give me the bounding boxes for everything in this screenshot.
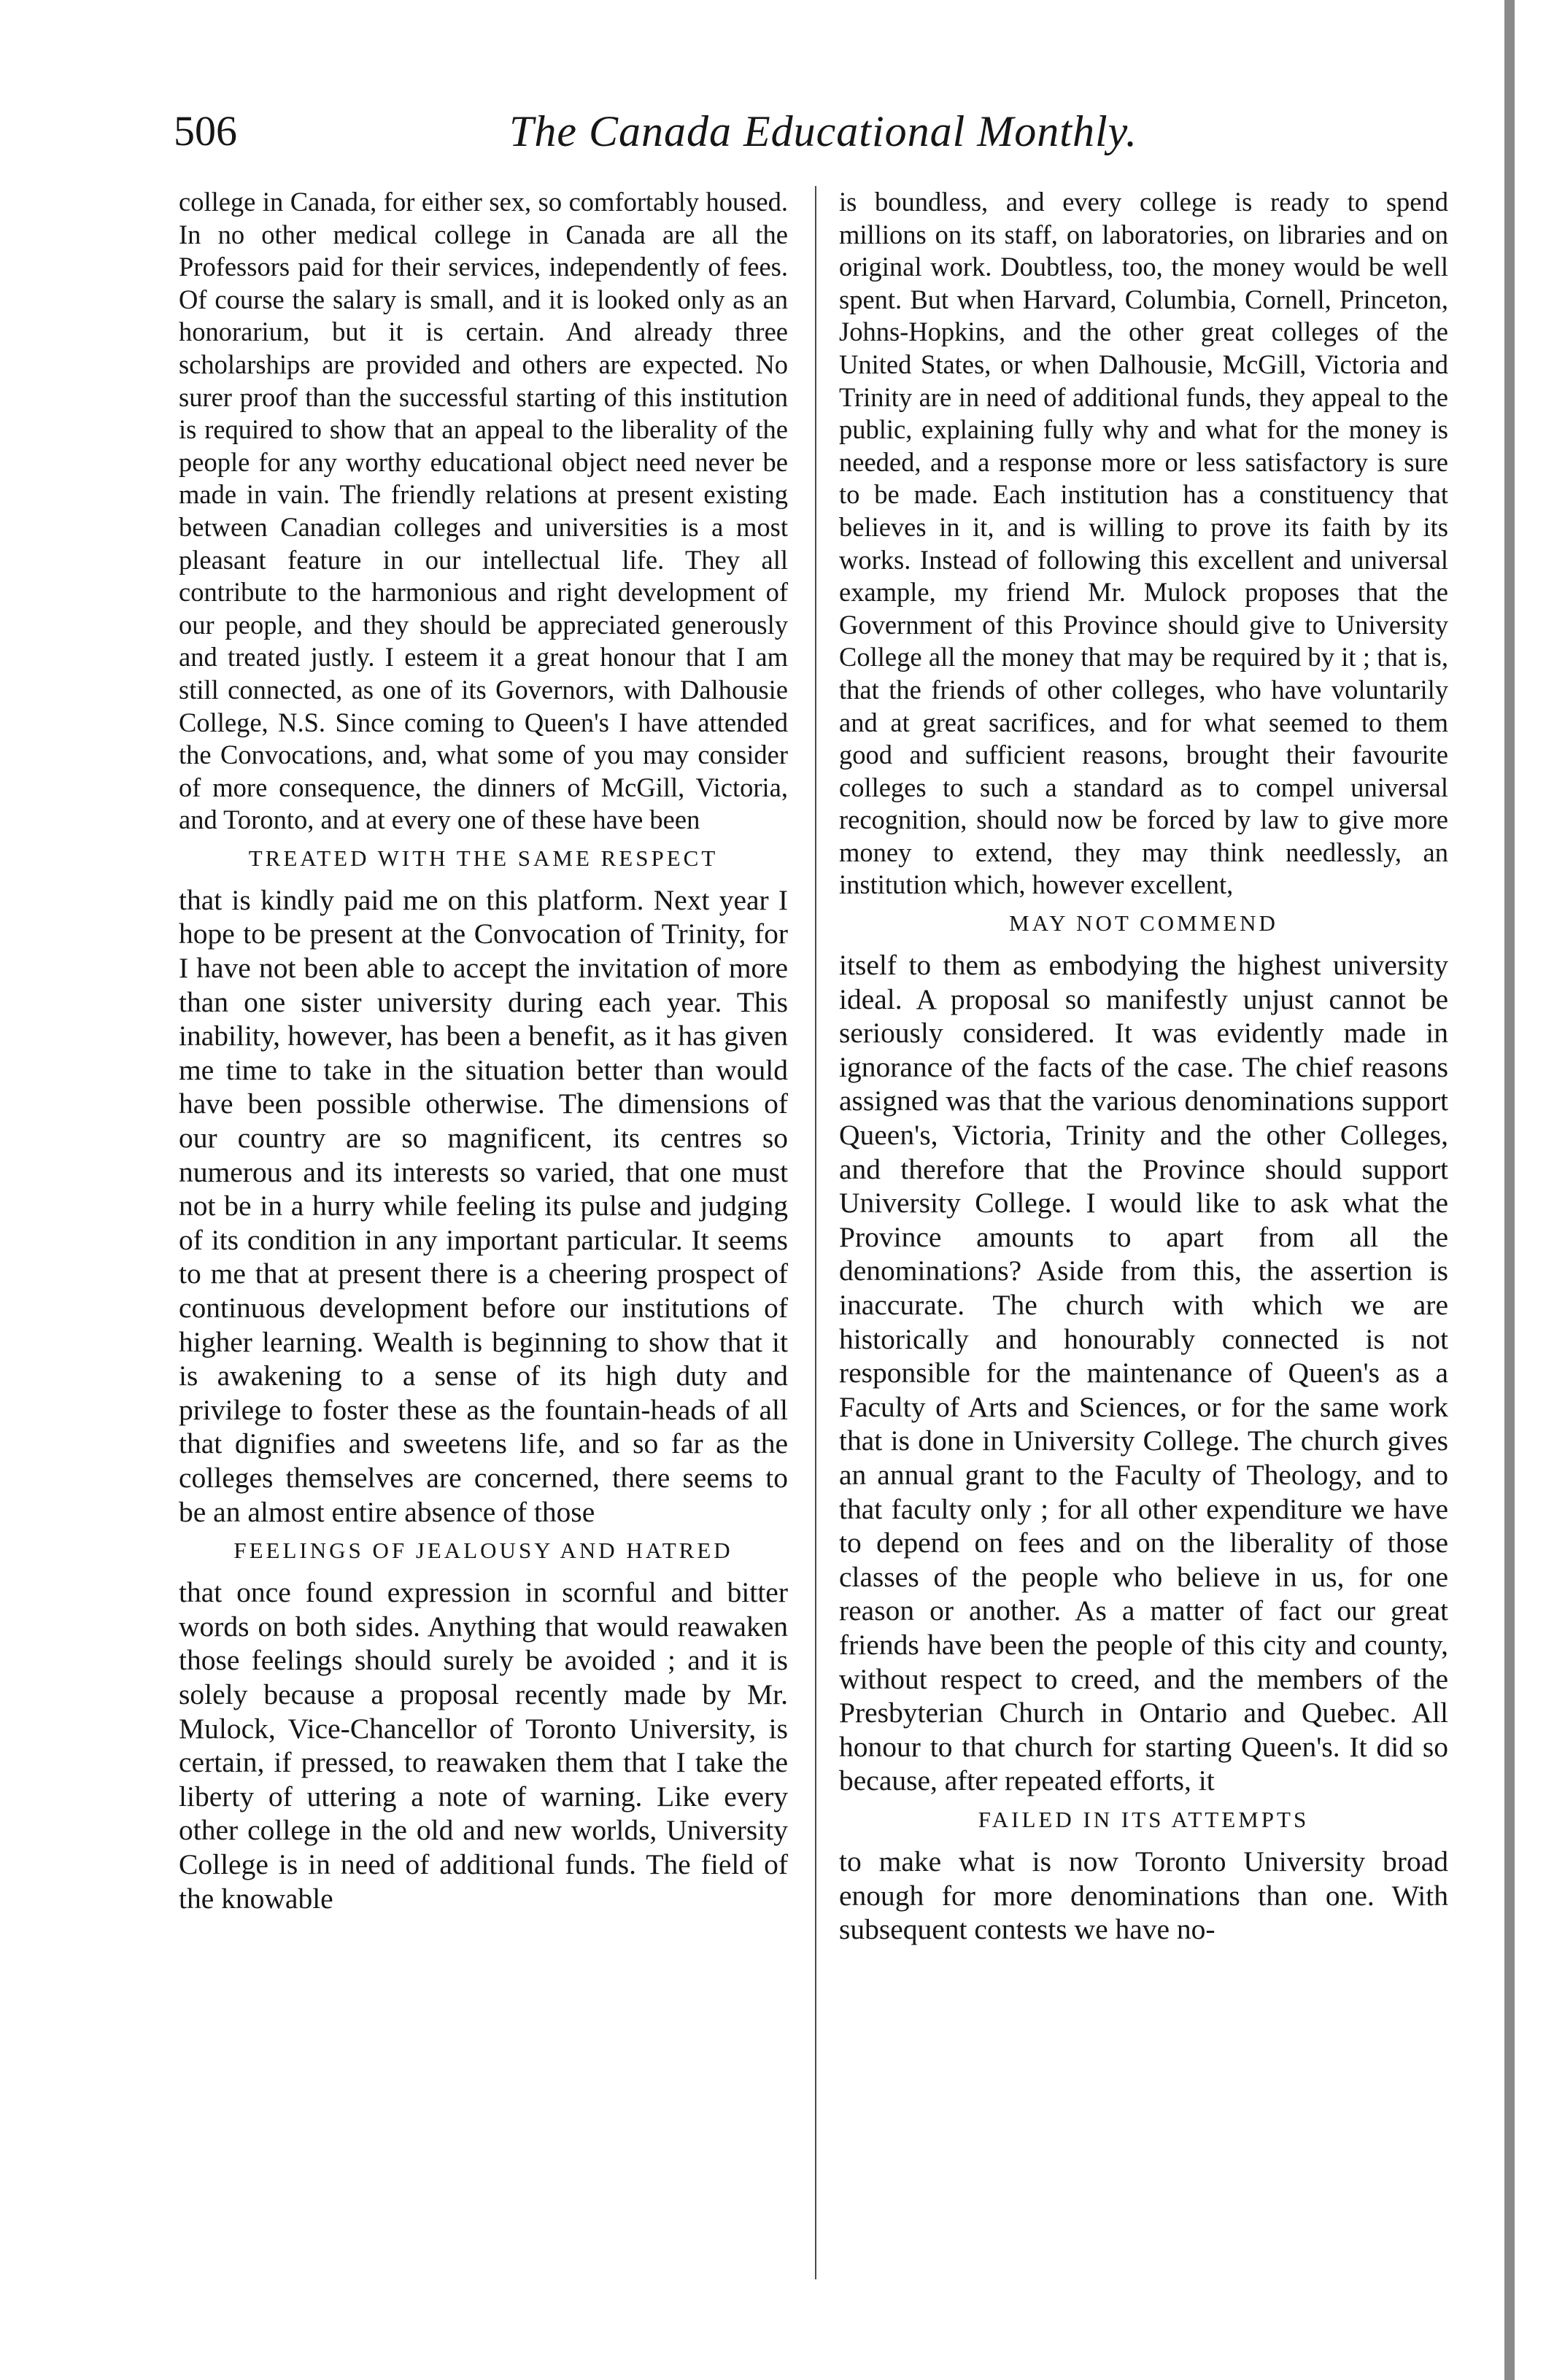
column-divider: [815, 186, 816, 2279]
section-subhead: FEELINGS OF JEALOUSY AND HATRED: [233, 1538, 733, 1564]
page-header: [174, 108, 1399, 166]
right-column: [839, 186, 1448, 1947]
section-subhead: FAILED IN ITS ATTEMPTS: [978, 1806, 1310, 1832]
scan-edge-mark: [1504, 0, 1515, 2380]
running-title: The Canada Educational Monthly.: [509, 107, 1137, 155]
left-column: [179, 186, 788, 1915]
section-subhead: MAY NOT COMMEND: [1009, 910, 1278, 937]
body-paragraph: itself to them as embodying the highest university ideal. A proposal so manifestly unjust cannot be seriously considered. It was evidently made in ignorance of the facts of the case. The chief reasons assigned was that the various denominations support Queen's, Victoria, Trinity and the other Colleges, and therefore that the Province should support University College. I would like to ask what the Province amounts to apart from all the denominations? Aside from this, the assertion is inaccurate. The church with which we are historically and honourably connected is not responsible for the maintenance of Queen's as a Faculty of Arts and Sciences, or for the same work that is done in University College. The church gives an annual grant to the Faculty of Theology, and to that faculty only ; for all other expenditure we have to depend on fees and on the liberality of those classes of the people who believe in us, for one reason or another. As a matter of fact our great friends have been the people of this city and county, without respect to creed, and the members of the Presbyterian Church in Ontario and Quebec. All honour to that church for starting Queen's. It did so because, after repeated efforts, it: [839, 949, 1448, 1797]
body-paragraph: to make what is now Toronto University broad enough for more denominations than one. With subsequent contests we have no-: [839, 1845, 1448, 1946]
section-subhead: TREATED WITH THE SAME RESPECT: [248, 845, 719, 871]
body-paragraph: college in Canada, for either sex, so comfortably housed. In no other medical college in Canada are all the Professors paid for their services, independently of fees. Of course the salary is small, and it is looked only as an honorarium, but it is certain. And already three scholarships are provided and others are expected. No surer proof than the successful starting of this institution is required to show that an appeal to the liberality of the people for any worthy educational object need never be made in vain. The friendly relations at present existing between Canadian colleges and universities is a most pleasant feature in our intellectual life. They all contribute to the harmonious and right development of our people, and they should be appreciated generously and treated justly. I esteem it a great honour that I am still connected, as one of its Governors, with Dalhousie College, N.S. Since coming to Queen's I have attended the Convocations, and, what some of you may consider of more consequence, the dinners of McGill, Victoria, and Toronto, and at every one of these have been: [179, 187, 788, 835]
body-paragraph: is boundless, and every college is ready to spend millions on its staff, on laboratories, on libraries and on original work. Doubtless, too, the money would be well spent. But when Harvard, Columbia, Cornell, Princeton, Johns-Hopkins, and the other great colleges of the United States, or when Dalhousie, McGill, Victoria and Trinity are in need of additional funds, they appeal to the public, explaining fully why and what for the money is needed, and a response more or less satisfactory is sure to be made. Each institution has a constituency that believes in it, and is willing to prove its faith by its works. Instead of following this excellent and universal example, my friend Mr. Mulock proposes that the Government of this Province should give to University College all the money that may be required by it ; that is, that the friends of other colleges, who have voluntarily and at great sacrifices, and for what seemed to them good and sufficient reasons, brought their favourite colleges to such a standard as to compel universal recognition, should now be forced by law to give more money to extend, they may think needlessly, an institution which, however excellent,: [839, 187, 1448, 900]
body-paragraph: that once found expression in scornful and bitter words on both sides. Anything that would reawaken those feelings should surely be avoided ; and it is solely because a proposal recently made by Mr. Mulock, Vice-Chancellor of Toronto University, is certain, if pressed, to reawaken them that I take the liberty of uttering a note of warning. Like every other college in the old and new worlds, University College is in need of additional funds. The field of the knowable: [179, 1576, 788, 1915]
body-paragraph: that is kindly paid me on this platform. Next year I hope to be present at the Convocation of Trinity, for I have not been able to accept the invitation of more than one sister university during each year. This inability, however, has been a benefit, as it has given me time to take in the situation better than would have been possible otherwise. The dimensions of our country are so magnificent, its centres so numerous and its interests so varied, that one must not be in a hurry while feeling its pulse and judging of its condition in any important particular. It seems to me that at present there is a cheering prospect of continuous development before our institutions of higher learning. Wealth is beginning to show that it is awakening to a sense of its high duty and privilege to foster these as the fountain-heads of all that dignifies and sweetens life, and so far as the colleges themselves are concerned, there seems to be an almost entire absence of those: [179, 883, 788, 1528]
page-number: 506: [174, 107, 237, 155]
